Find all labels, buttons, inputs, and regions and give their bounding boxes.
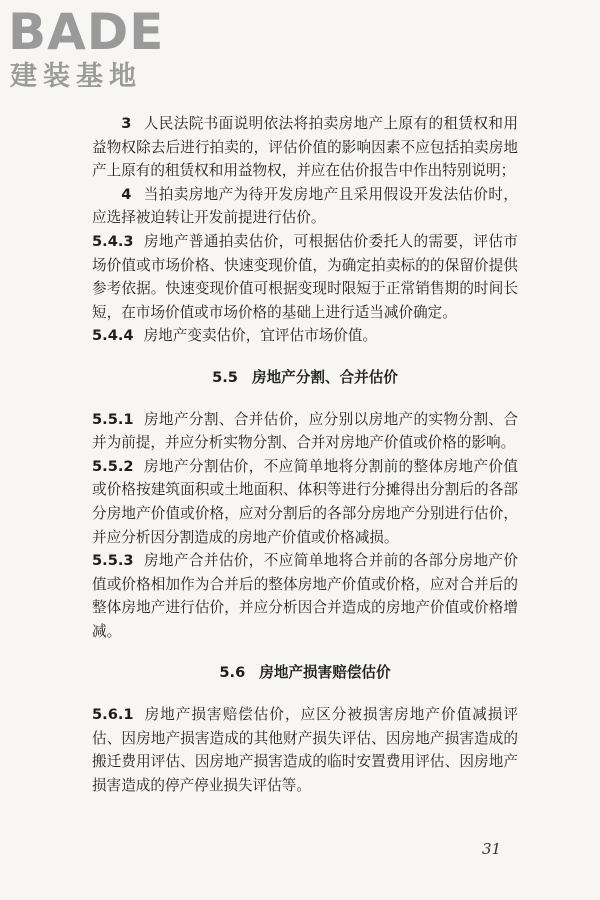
logo-wordmark: BADE [8, 3, 165, 61]
clause-text: 房地产变卖估价，宜评估市场价值。 [143, 327, 378, 345]
clause-number: 5.5.2 [92, 457, 134, 475]
clause-number: 5.5.3 [92, 552, 134, 570]
section-heading-5-6 [92, 661, 518, 685]
clause-5-4-4 [92, 324, 518, 348]
item-text: 当拍卖房地产为待开发房地产且采用假设开发法估价时，应选择被迫转让开发前提进行估价。 [92, 185, 518, 227]
section-heading-5-5 [92, 366, 518, 390]
clause-text: 房地产分割、合并估价，应分别以房地产的实物分割、合并为前提，并应分析实物分割、合并对房地产价值或价格的影响。 [92, 410, 518, 452]
clause-text: 房地产损害赔偿估价，应区分被损害房地产价值减损评估、因房地产损害造成的其他财产损失评估、因房地产损害造成的搬迁费用评估、因房地产损害造成的临时安置费用评估、因房地产损害造成的停产停业损失评估等。 [92, 706, 518, 794]
section-title: 房地产损害赔偿估价 [259, 664, 391, 682]
clause-5-5-1 [92, 408, 518, 455]
clause-number: 5.4.3 [92, 232, 134, 250]
clause-number: 5.5.1 [92, 410, 134, 428]
item-text: 人民法院书面说明依法将拍卖房地产上原有的租赁权和用益物权除去后进行拍卖的，评估价值的影响因素不应包括拍卖房地产上原有的租赁权和用益物权，并应在估价报告中作出特别说明； [92, 115, 518, 180]
document-body [92, 112, 518, 797]
clause-5-4-3 [92, 230, 518, 324]
section-number: 5.5 [212, 368, 238, 386]
page-number: 31 [482, 840, 502, 858]
logo [8, 4, 178, 96]
list-item [92, 112, 518, 183]
clause-5-6-1 [92, 703, 518, 797]
clause-text: 房地产合并估价，不应简单地将合并前的各部分房地产价值或价格相加作为合并后的整体房地产价值或价格，应对合并后的整体房地产进行估价，并应分析因合并造成的房地产价值或价格增减。 [92, 552, 518, 640]
clause-number: 5.6.1 [92, 706, 134, 724]
item-number: 4 [121, 185, 132, 203]
clause-5-5-2 [92, 455, 518, 549]
clause-text: 房地产普通拍卖估价，可根据估价委托人的需要，评估市场价值或市场价格、快速变现价值，为确定拍卖标的的保留价提供参考依据。快速变现价值可根据变现时限短于正常销售期的时间长短，在市场价值或市场价格的基础上进行适当减价确定。 [92, 232, 518, 321]
logo-chinese-name: 建装基地 [10, 61, 142, 92]
clause-5-5-3 [92, 549, 518, 643]
clause-number: 5.4.4 [92, 327, 134, 345]
clause-text: 房地产分割估价，不应简单地将分割前的整体房地产价值或价格按建筑面积或土地面积、体积等进行分摊得出分割后的各部分房地产价值或价格，应对分割后的各部分房地产分别进行估价，并应分析因分割造成的房地产价值或价格减损。 [92, 457, 518, 546]
section-title: 房地产分割、合并估价 [251, 368, 398, 386]
list-item [92, 183, 518, 230]
item-number: 3 [121, 115, 132, 132]
section-number: 5.6 [219, 664, 246, 682]
